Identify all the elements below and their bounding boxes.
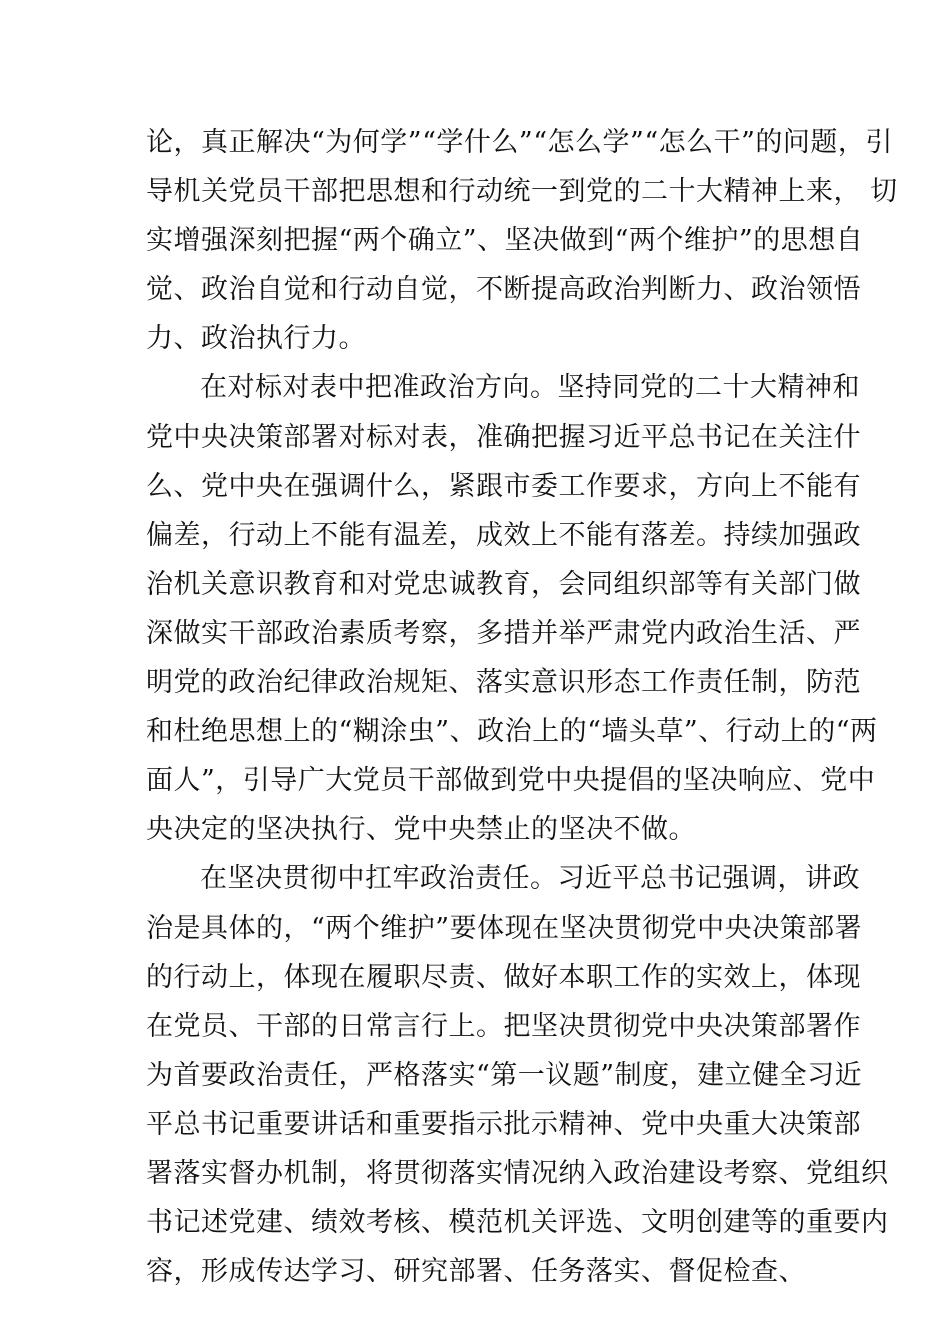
text-line: 觉、政治自觉和行动自觉，不断提高政治判断力、政治领悟 (146, 274, 861, 306)
text-line: 么、党中央在强调什么，紧跟市委工作要求，方向上不能有 (146, 470, 861, 502)
text-line: 治机关意识教育和对党忠诚教育，会同组织部等有关部门做 (146, 568, 861, 600)
text-line: 论，真正解决“为何学”“学什么”“怎么学”“怎么干”的问题，引 (146, 127, 893, 158)
text-line: 治是具体的，“两个维护”要体现在坚决贯彻党中央决策部署 (146, 912, 863, 944)
body-text (146, 118, 898, 1296)
text-line: 深做实干部政治素质考察，多措并举严肃党内政治生活、严 (146, 617, 861, 649)
text-line: 实增强深刻把握“两个确立”、坚决做到“两个维护”的思想自 (146, 225, 864, 257)
text-line: 明党的政治纪律政治规矩、落实意识形态工作责任制，防范 (146, 667, 861, 699)
text-line: 央决定的坚决执行、党中央禁止的坚决不做。 (146, 814, 696, 846)
text-line: 平总书记重要讲话和重要指示批示精神、党中央重大决策部 (146, 1108, 861, 1140)
text-line: 党中央决策部署对标对表，准确把握习近平总书记在关注什 (146, 421, 861, 453)
text-line: 的行动上，体现在履职尽责、做好本职工作的实效上，体现 (146, 961, 861, 993)
text-line: 为首要政治责任，严格落实“第一议题”制度，建立健全习近 (146, 1059, 863, 1091)
text-line: 力、政治执行力。 (146, 323, 366, 355)
paragraph-first-line: 在坚决贯彻中扛牢政治责任。习近平总书记强调，讲政 (200, 863, 860, 895)
text-line: 在党员、干部的日常言行上。把坚决贯彻党中央决策部署作 (146, 1010, 861, 1042)
text-line: 和杜绝思想上的“糊涂虫”、政治上的“墙头草”、行动上的“两 (146, 716, 878, 748)
text-line: 面人”，引导广大党员干部做到党中央提倡的坚决响应、党中 (146, 765, 876, 797)
paragraph-first-line: 在对标对表中把准政治方向。坚持同党的二十大精神和 (200, 372, 860, 404)
text-line: 书记述党建、绩效考核、模范机关评选、文明创建等的重要内 (146, 1207, 889, 1239)
text-line: 容，形成传达学习、研究部署、任务落实、督促检查、 (146, 1256, 806, 1288)
text-line: 署落实督办机制，将贯彻落实情况纳入政治建设考察、党组织 (146, 1157, 889, 1189)
text-line: 导机关党员干部把思想和行动统一到党的二十大精神上来， 切 (146, 176, 898, 208)
text-line: 偏差，行动上不能有温差，成效上不能有落差。持续加强政 (146, 519, 861, 551)
